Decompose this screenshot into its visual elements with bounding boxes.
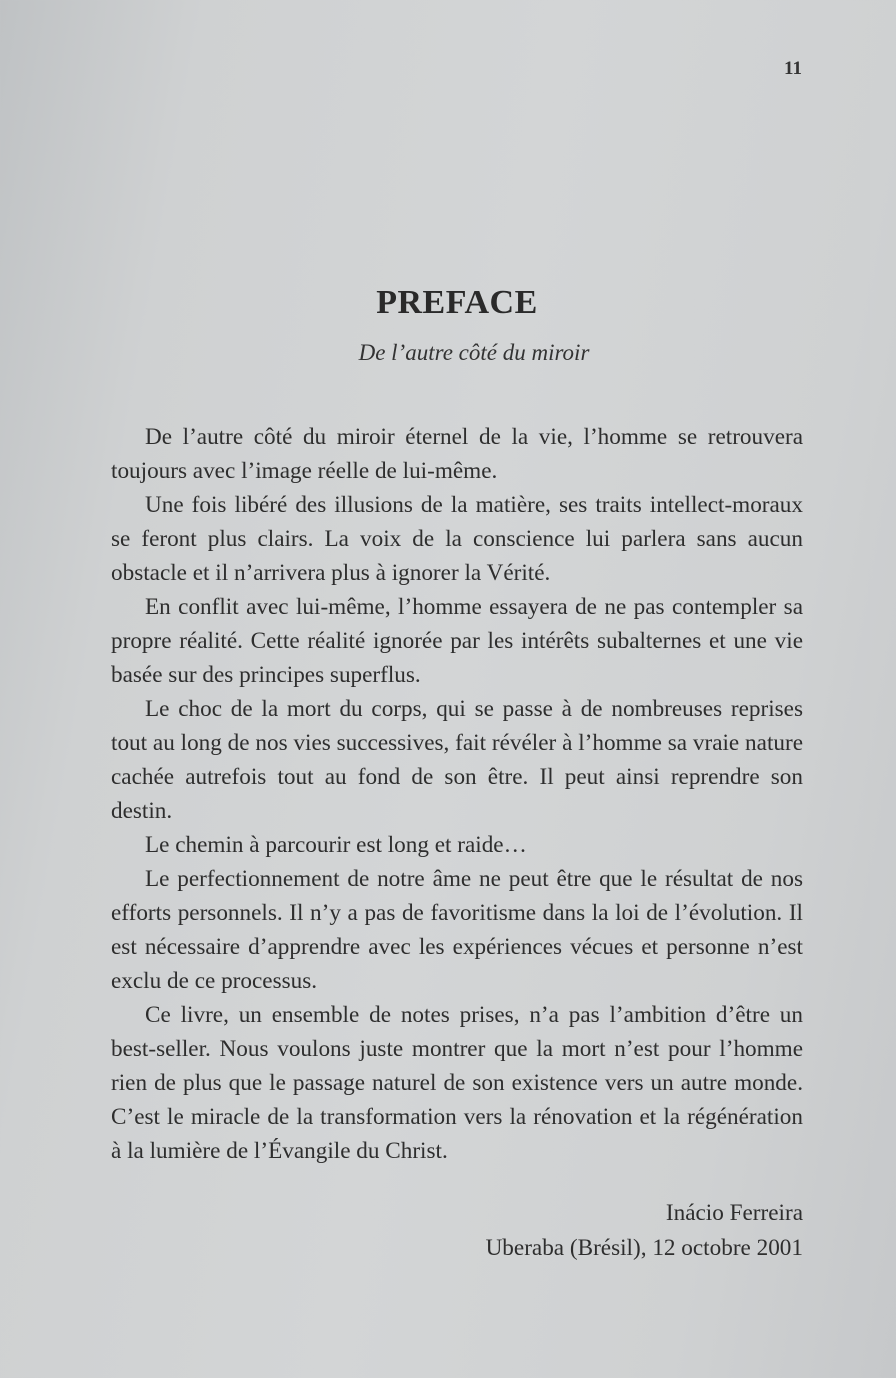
place-date: Uberaba (Brésil), 12 octobre 2001 — [485, 1235, 803, 1261]
paragraph: Le chemin à parcourir est long et raide… — [145, 832, 527, 858]
preface-body — [111, 420, 803, 1168]
author-name: Inácio Ferreira — [665, 1200, 803, 1226]
paragraph: Ce livre, un ensemble de notes prises, n’a pas l’ambition d’être un best-seller. Nous voulons juste montrer que la mort n’est pour l’homme rien de plus que le passage naturel de son existence vers un autre monde. C’est le miracle de la transformation vers la rénovation et la régénération à la lumière de l’Évangile du Christ. — [111, 1002, 803, 1164]
paragraph: Le choc de la mort du corps, qui se passe à de nombreuses reprises tout au long de nos vies successives, fait révéler à l’homme sa vraie nature cachée autrefois tout au fond de son être. Il peut ainsi reprendre son destin. — [111, 696, 803, 824]
paragraph: Le perfectionnement de notre âme ne peut être que le résultat de nos efforts personnels. Il n’y a pas de favoritisme dans la loi de l’évolution. Il est nécessaire d’apprendre avec les expériences vécues et personne n’est exclu de ce processus. — [111, 866, 803, 994]
signature-block — [486, 1196, 803, 1266]
paragraph: Une fois libéré des illusions de la matière, ses traits intellect-moraux se feront plus clairs. La voix de la conscience lui parlera sans aucun obstacle et il n’arrivera plus à ignorer la Vérité. — [111, 492, 803, 586]
paragraph: En conflit avec lui-même, l’homme essayera de ne pas contempler sa propre réalité. Cette réalité ignorée par les intérêts subalternes et une vie basée sur des principes superflus. — [111, 594, 803, 688]
paragraph: De l’autre côté du miroir éternel de la vie, l’homme se retrouvera toujours avec l’image réelle de lui-même. — [111, 424, 803, 484]
page-number: 11 — [784, 58, 802, 79]
page-subtitle: De l’autre côté du miroir — [358, 340, 590, 365]
page-title: PREFACE — [376, 284, 538, 321]
